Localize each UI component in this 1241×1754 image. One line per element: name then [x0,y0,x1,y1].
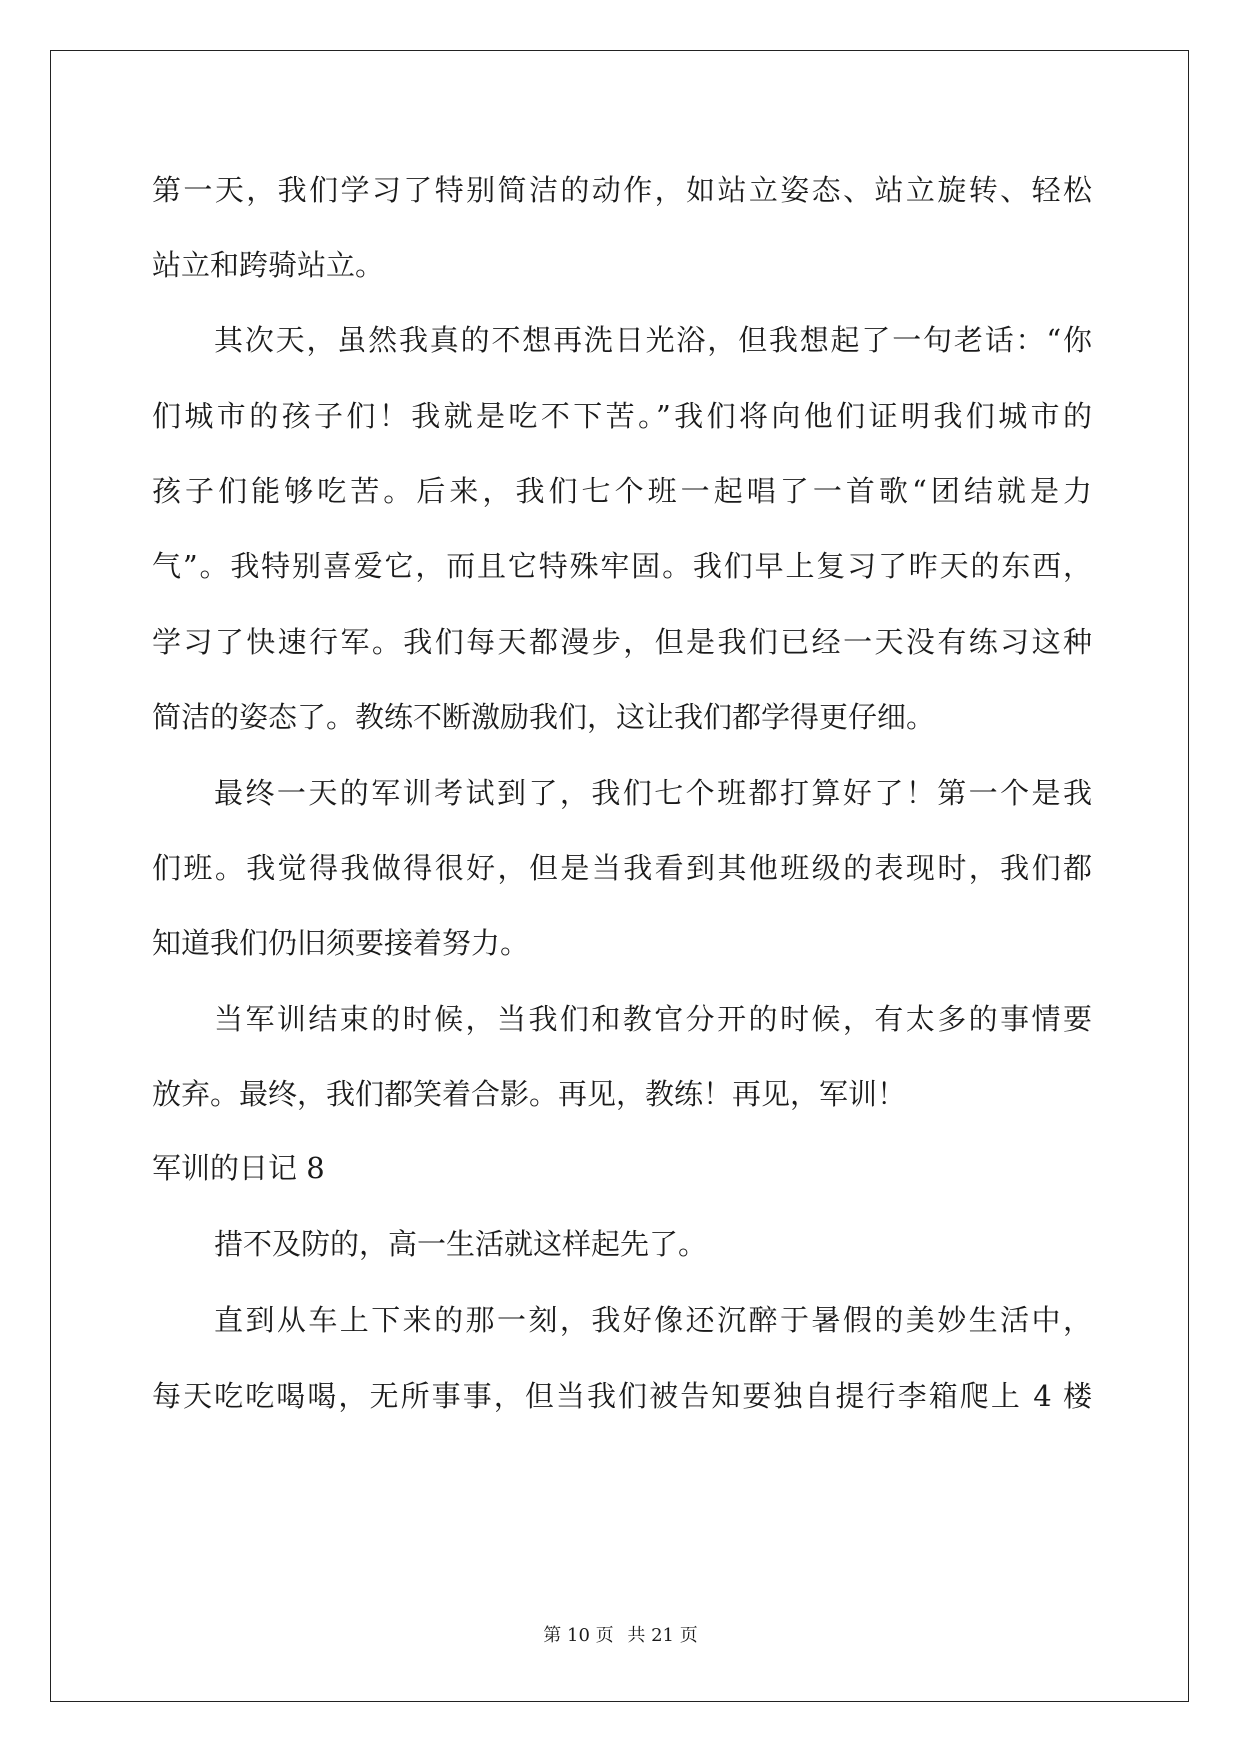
paragraph-line: 每天吃吃喝喝，无所事事，但当我们被告知要独自提行李箱爬上 4 楼 [152,1379,1092,1413]
paragraph-line: 学习了快速行军。我们每天都漫步，但是我们已经一天没有练习这种 [152,625,1092,659]
paragraph-line: 措不及防的，高一生活就这样起先了。 [214,1227,708,1261]
paragraph-line: 当军训结束的时候，当我们和教官分开的时候，有太多的事情要 [214,1002,1092,1036]
section-heading: 军训的日记 8 [152,1151,325,1185]
paragraph-line: 站立和跨骑站立。 [152,248,385,282]
paragraph-line: 们城市的孩子们！我就是吃不下苦。”我们将向他们证明我们城市的 [152,399,1092,433]
page-total: 共 21 页 [627,1625,698,1646]
paragraph-line: 第一天，我们学习了特别简洁的动作，如站立姿态、站立旋转、轻松 [152,173,1092,207]
page-footer [0,1624,1241,1648]
page-number: 第 10 页 [543,1625,614,1646]
paragraph-line: 们班。我觉得我做得很好，但是当我看到其他班级的表现时，我们都 [152,851,1092,885]
paragraph-line: 知道我们仍旧须要接着努力。 [152,926,530,960]
paragraph-line: 简洁的姿态了。教练不断激励我们，这让我们都学得更仔细。 [152,700,936,734]
paragraph-line: 其次天，虽然我真的不想再洗日光浴，但我想起了一句老话：“你 [214,323,1092,357]
paragraph-line: 直到从车上下来的那一刻，我好像还沉醉于暑假的美妙生活中， [214,1303,1092,1337]
paragraph-line: 放弃。最终，我们都笑着合影。再见，教练！再见，军训！ [152,1077,907,1111]
paragraph-line: 孩子们能够吃苦。后来，我们七个班一起唱了一首歌“团结就是力 [152,474,1092,508]
paragraph-line: 最终一天的军训考试到了，我们七个班都打算好了！第一个是我 [214,776,1092,810]
paragraph-line: 气”。我特别喜爱它，而且它特殊牢固。我们早上复习了昨天的东西， [152,549,1092,583]
